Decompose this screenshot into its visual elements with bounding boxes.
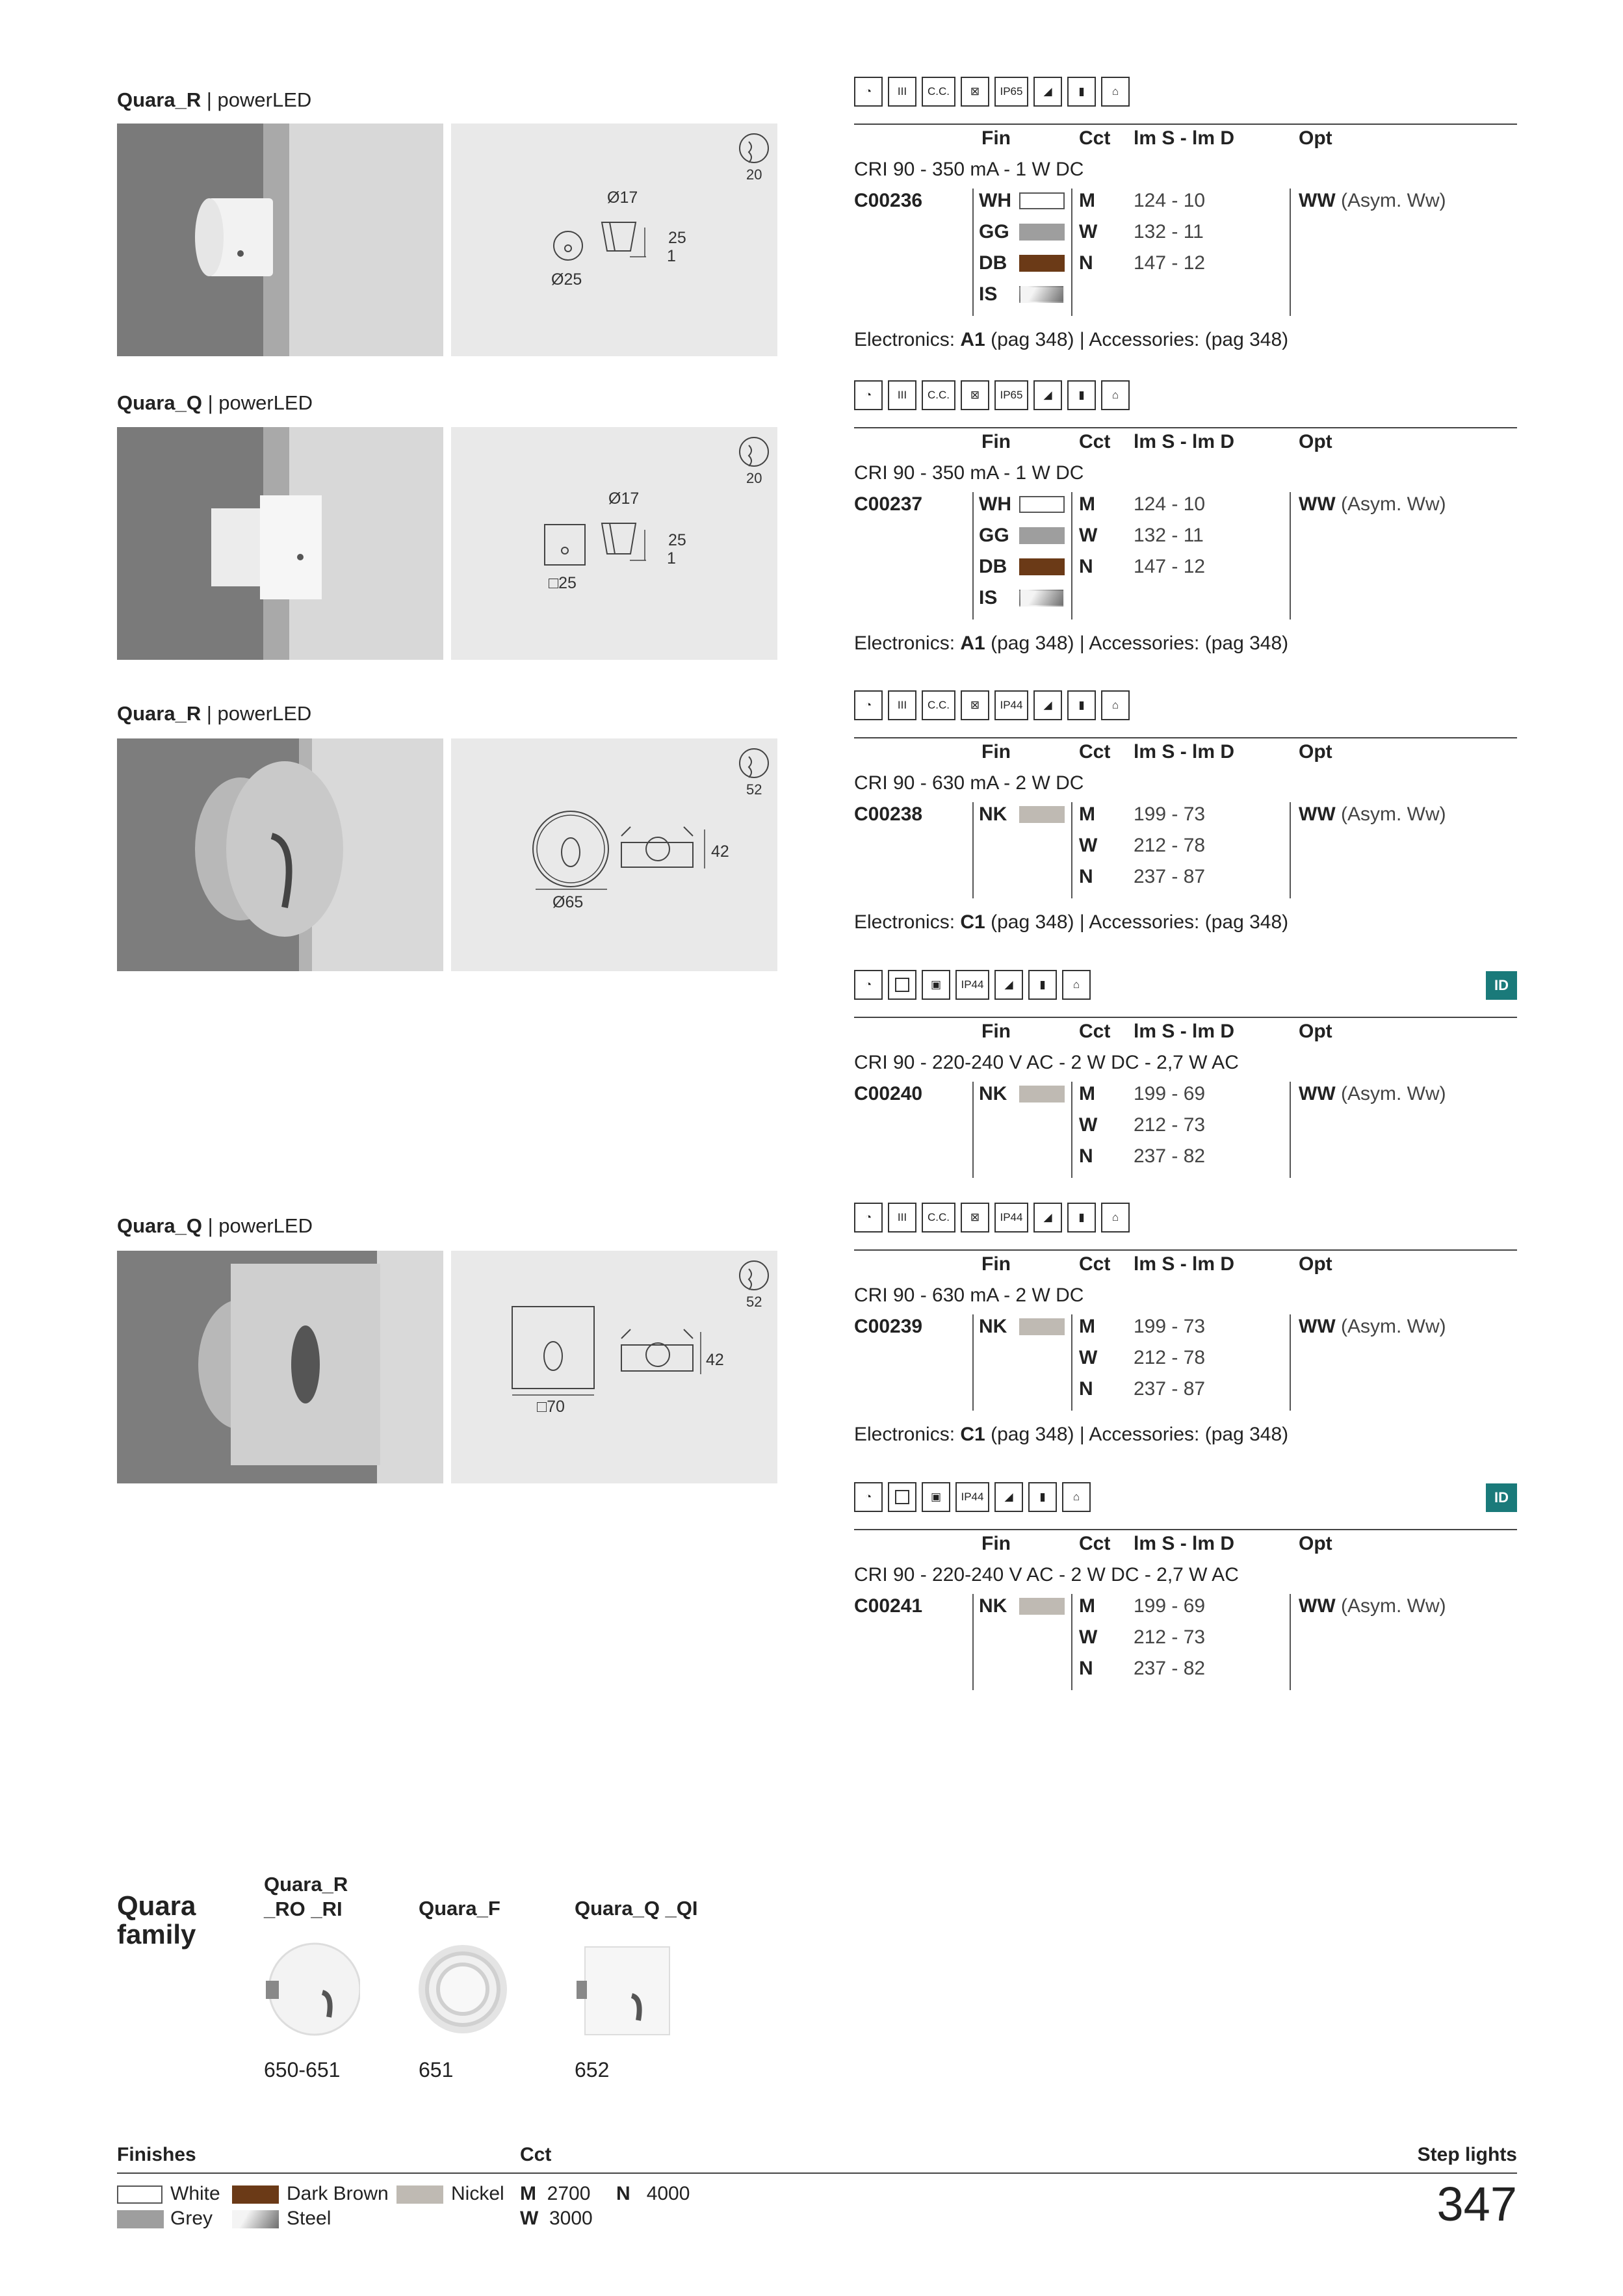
col-header-opt: Opt	[1299, 741, 1332, 763]
recessed-icon: ◔	[854, 1482, 883, 1512]
col-header-fin: Fin	[981, 127, 1011, 149]
swatch-white	[117, 2185, 162, 2204]
col-divider	[1290, 1594, 1291, 1690]
spec-icon-row	[854, 77, 1130, 108]
cct-entry: W 3000	[520, 2208, 593, 2229]
finish-swatch	[1019, 590, 1065, 607]
table-rule	[854, 1017, 1517, 1018]
swatch-dark-brown	[232, 2185, 279, 2204]
col-header-cct: Cct	[1079, 1253, 1111, 1275]
optic-option: WW (Asym. Ww)	[1299, 1316, 1446, 1337]
lumen-value: 212 - 73	[1134, 1114, 1206, 1136]
class-iii-icon: III	[888, 1203, 916, 1233]
family-thumbnail	[417, 1940, 515, 2038]
constant-current-icon: C.C.	[922, 1203, 955, 1233]
no-insulation-icon: ⊠	[961, 690, 989, 720]
technical-drawing	[451, 738, 777, 971]
col-divider	[1290, 189, 1291, 316]
spec-icon-row	[854, 970, 1091, 1001]
electronics-note[interactable]: Electronics: C1 (pag 348) | Accessories: (pag 348)	[854, 911, 1289, 933]
col-divider	[972, 1594, 974, 1690]
indoor-icon: ⌂	[1101, 77, 1130, 107]
cct-code: W	[1079, 1626, 1098, 1648]
col-divider	[1071, 1314, 1072, 1411]
lumen-value: 147 - 12	[1134, 556, 1206, 577]
cct-code: N	[1079, 1378, 1093, 1400]
no-insulation-icon: ⊠	[961, 1203, 989, 1233]
beam-angle-label: 52	[746, 781, 762, 798]
table-rule	[854, 1249, 1517, 1251]
col-divider	[972, 492, 974, 620]
finish-swatch	[1019, 496, 1065, 513]
finish-label: Dark Brown	[287, 2183, 389, 2204]
col-header-opt: Opt	[1299, 1253, 1332, 1275]
product-photo	[117, 124, 443, 356]
electrical-spec: CRI 90 - 630 mA - 2 W DC	[854, 772, 1084, 794]
lumen-value: 199 - 69	[1134, 1595, 1206, 1617]
product-title: Quara_Q | powerLED	[117, 391, 313, 414]
family-page-ref[interactable]: 650-651	[264, 2058, 341, 2081]
lumen-value: 212 - 73	[1134, 1626, 1206, 1648]
swatch-steel	[232, 2210, 279, 2228]
col-header-opt: Opt	[1299, 127, 1332, 149]
cct-code: W	[1079, 525, 1098, 546]
dim-label: Ø17	[607, 189, 638, 207]
cct-entry: N 4000	[616, 2183, 690, 2204]
mounting-height-icon: ◢	[994, 970, 1023, 1000]
col-header-fin: Fin	[981, 741, 1011, 763]
dim-label: 42	[711, 842, 729, 861]
class-iii-icon: III	[888, 77, 916, 107]
col-header-lm: lm S - lm D	[1134, 741, 1235, 763]
beam-angle-label: 52	[746, 1294, 762, 1310]
table-rule	[854, 737, 1517, 738]
col-header-lm: lm S - lm D	[1134, 1533, 1235, 1554]
spec-icon-row	[854, 380, 1130, 411]
col-header-cct: Cct	[1079, 127, 1111, 149]
lumen-value: 237 - 87	[1134, 1378, 1206, 1400]
cct-entry: M 2700	[520, 2183, 591, 2204]
lumen-value: 237 - 82	[1134, 1658, 1206, 1679]
col-divider	[972, 189, 974, 316]
product-code[interactable]: C00239	[854, 1316, 923, 1337]
col-header-cct: Cct	[1079, 431, 1111, 452]
col-divider	[1290, 1082, 1291, 1178]
beam-angle-label: 20	[746, 470, 762, 486]
indoor-icon: ⌂	[1062, 1482, 1091, 1512]
finish-code: GG	[979, 525, 1009, 546]
mounting-height-icon: ◢	[994, 1482, 1023, 1512]
swatch-nickel	[396, 2185, 443, 2204]
beam-angle-label: 20	[746, 166, 762, 183]
cct-code: N	[1079, 556, 1093, 577]
ip-rating-icon: IP44	[994, 1203, 1028, 1233]
wall-mount-icon: ▮	[1028, 970, 1057, 1000]
dim-label: 25	[668, 531, 686, 549]
cct-code: W	[1079, 1347, 1098, 1368]
mounting-height-icon: ◢	[1033, 380, 1062, 410]
col-header-cct: Cct	[1079, 1021, 1111, 1042]
finish-swatch	[1019, 527, 1065, 544]
indoor-icon: ⌂	[1101, 380, 1130, 410]
recessed-icon: ◔	[854, 77, 883, 107]
ip-rating-icon: IP44	[955, 1482, 989, 1512]
finish-swatch	[1019, 806, 1065, 823]
col-divider	[1290, 492, 1291, 620]
col-divider	[1071, 189, 1072, 316]
cct-code: M	[1079, 803, 1095, 825]
table-rule	[854, 427, 1517, 428]
cct-label: Cct	[520, 2144, 552, 2165]
col-header-fin: Fin	[981, 1533, 1011, 1554]
dim-label: Ø25	[551, 270, 582, 289]
finish-swatch	[1019, 255, 1065, 272]
lumen-value: 237 - 87	[1134, 866, 1206, 887]
optic-option: WW (Asym. Ww)	[1299, 803, 1446, 825]
col-header-cct: Cct	[1079, 1533, 1111, 1554]
wall-mount-icon: ▮	[1067, 1203, 1096, 1233]
lumen-value: 132 - 11	[1134, 525, 1204, 546]
col-header-lm: lm S - lm D	[1134, 127, 1235, 149]
lumen-value: 237 - 82	[1134, 1145, 1206, 1167]
col-divider	[1071, 802, 1072, 898]
cct-code: W	[1079, 835, 1098, 856]
product-code[interactable]: C00241	[854, 1595, 923, 1617]
lumen-value: 212 - 78	[1134, 835, 1206, 856]
finishes-label: Finishes	[117, 2144, 196, 2165]
dim-label: Ø65	[552, 893, 584, 911]
indoor-icon: ⌂	[1062, 970, 1091, 1000]
finish-code: DB	[979, 252, 1007, 274]
col-header-lm: lm S - lm D	[1134, 1021, 1235, 1042]
wall-mount-icon: ▮	[1067, 380, 1096, 410]
page-number: 347	[1436, 2177, 1517, 2231]
col-divider	[1071, 1082, 1072, 1178]
dim-label: 1	[667, 247, 676, 265]
optic-option: WW (Asym. Ww)	[1299, 1083, 1446, 1104]
mounting-height-icon: ◢	[1033, 1203, 1062, 1233]
col-header-opt: Opt	[1299, 431, 1332, 452]
cct-code: M	[1079, 493, 1095, 515]
family-item-name: Quara_R _RO _RI	[264, 1873, 348, 1920]
product-code[interactable]: C00240	[854, 1083, 923, 1104]
col-divider	[972, 1082, 974, 1178]
dim-label: 25	[668, 229, 686, 247]
product-code[interactable]: C00236	[854, 190, 923, 211]
cct-code: N	[1079, 866, 1093, 887]
technical-drawing	[451, 1251, 777, 1483]
product-code[interactable]: C00237	[854, 493, 923, 515]
optic-option: WW (Asym. Ww)	[1299, 493, 1446, 515]
finish-code: WH	[979, 190, 1011, 211]
constant-current-icon: C.C.	[922, 77, 955, 107]
square-icon	[888, 970, 916, 1000]
col-divider	[1071, 1594, 1072, 1690]
cct-code: M	[1079, 1595, 1095, 1617]
table-rule	[854, 1529, 1517, 1530]
finish-label: Steel	[287, 2208, 331, 2229]
product-photo	[117, 427, 443, 660]
dim-label: Ø17	[608, 489, 640, 508]
cct-code: W	[1079, 221, 1098, 242]
cct-code: M	[1079, 1083, 1095, 1104]
optic-option: WW (Asym. Ww)	[1299, 190, 1446, 211]
finish-code: NK	[979, 803, 1007, 825]
finish-label: White	[170, 2183, 220, 2204]
col-divider	[1290, 1314, 1291, 1411]
technical-drawing	[451, 427, 777, 660]
family-page-ref[interactable]: 652	[575, 2058, 610, 2081]
class-iii-icon: III	[888, 690, 916, 720]
dim-label: 42	[706, 1351, 724, 1369]
id-badge: ID	[1486, 1483, 1517, 1512]
family-thumbnail	[263, 1940, 360, 2038]
col-header-fin: Fin	[981, 1253, 1011, 1275]
indoor-icon: ⌂	[1101, 1203, 1130, 1233]
recessed-icon: ◔	[854, 690, 883, 720]
square-icon	[888, 1482, 916, 1512]
class-iii-icon: III	[888, 380, 916, 410]
no-insulation-icon: ⊠	[961, 77, 989, 107]
constant-current-icon: C.C.	[922, 690, 955, 720]
lumen-value: 212 - 78	[1134, 1347, 1206, 1368]
electronics-note[interactable]: Electronics: C1 (pag 348) | Accessories: (pag 348)	[854, 1424, 1289, 1445]
finish-code: NK	[979, 1316, 1007, 1337]
product-title: Quara_R | powerLED	[117, 702, 312, 725]
product-photo	[117, 1251, 443, 1483]
family-page-ref[interactable]: 651	[419, 2058, 454, 2081]
dim-label: □70	[537, 1398, 565, 1416]
electronics-note[interactable]: Electronics: A1 (pag 348) | Accessories: (pag 348)	[854, 329, 1289, 350]
family-item-name: Quara_Q _QI	[575, 1897, 698, 1920]
finish-label: Grey	[170, 2208, 213, 2229]
family-title: Quara family	[117, 1890, 196, 1950]
wall-mount-icon: ▮	[1028, 1482, 1057, 1512]
spec-icon-row	[854, 690, 1130, 722]
electronics-note[interactable]: Electronics: A1 (pag 348) | Accessories: (pag 348)	[854, 633, 1289, 654]
finish-code: NK	[979, 1083, 1007, 1104]
electrical-spec: CRI 90 - 630 mA - 2 W DC	[854, 1285, 1084, 1306]
constant-current-icon: C.C.	[922, 380, 955, 410]
electrical-spec: CRI 90 - 350 mA - 1 W DC	[854, 462, 1084, 484]
dim-label: 1	[667, 549, 676, 567]
finish-code: NK	[979, 1595, 1007, 1617]
cct-code: N	[1079, 252, 1093, 274]
wall-mount-icon: ▮	[1067, 77, 1096, 107]
col-divider	[972, 802, 974, 898]
finish-swatch	[1019, 1318, 1065, 1335]
col-header-opt: Opt	[1299, 1533, 1332, 1554]
col-header-opt: Opt	[1299, 1021, 1332, 1042]
finish-swatch	[1019, 1086, 1065, 1102]
recessed-icon: ◔	[854, 1203, 883, 1233]
cct-code: N	[1079, 1145, 1093, 1167]
indoor-icon: ⌂	[1101, 690, 1130, 720]
product-code[interactable]: C00238	[854, 803, 923, 825]
product-title: Quara_R | powerLED	[117, 88, 312, 111]
mounting-height-icon: ◢	[1033, 690, 1062, 720]
finish-swatch	[1019, 558, 1065, 575]
col-divider	[1290, 802, 1291, 898]
recessed-icon: ◔	[854, 970, 883, 1000]
col-header-lm: lm S - lm D	[1134, 1253, 1235, 1275]
col-header-fin: Fin	[981, 1021, 1011, 1042]
spec-icon-row	[854, 1482, 1091, 1513]
finish-code: GG	[979, 221, 1009, 242]
family-thumbnail	[573, 1940, 671, 2038]
col-divider	[1071, 492, 1072, 620]
recessed-icon: ◔	[854, 380, 883, 410]
col-header-fin: Fin	[981, 431, 1011, 452]
finish-code: IS	[979, 283, 998, 305]
ip-rating-icon: IP65	[994, 77, 1028, 107]
mounting-height-icon: ◢	[1033, 77, 1062, 107]
lumen-value: 199 - 69	[1134, 1083, 1206, 1104]
product-title: Quara_Q | powerLED	[117, 1214, 313, 1237]
no-insulation-icon: ⊠	[961, 380, 989, 410]
electrical-spec: CRI 90 - 220-240 V AC - 2 W DC - 2,7 W AC	[854, 1052, 1239, 1073]
ip-rating-icon: IP44	[994, 690, 1028, 720]
finish-swatch	[1019, 224, 1065, 241]
lumen-value: 147 - 12	[1134, 252, 1206, 274]
lumen-value: 124 - 10	[1134, 493, 1206, 515]
electrical-spec: CRI 90 - 350 mA - 1 W DC	[854, 159, 1084, 180]
technical-drawing	[451, 124, 777, 356]
finish-code: WH	[979, 493, 1011, 515]
finish-label: Nickel	[451, 2183, 504, 2204]
cct-code: M	[1079, 190, 1095, 211]
cct-code: M	[1079, 1316, 1095, 1337]
section-name: Step lights	[1417, 2144, 1517, 2165]
finish-swatch	[1019, 1598, 1065, 1615]
cct-code: N	[1079, 1658, 1093, 1679]
lumen-value: 132 - 11	[1134, 221, 1204, 242]
optic-option: WW (Asym. Ww)	[1299, 1595, 1446, 1617]
spec-icon-row	[854, 1203, 1130, 1234]
finish-code: IS	[979, 587, 998, 608]
finish-swatch	[1019, 286, 1065, 303]
col-header-cct: Cct	[1079, 741, 1111, 763]
lumen-value: 199 - 73	[1134, 803, 1206, 825]
cct-code: W	[1079, 1114, 1098, 1136]
family-item-name: Quara_F	[419, 1897, 500, 1920]
footer-rule	[117, 2172, 1517, 2174]
col-divider	[972, 1314, 974, 1411]
product-photo	[117, 738, 443, 971]
lumen-value: 124 - 10	[1134, 190, 1206, 211]
dim-label: □25	[549, 574, 577, 592]
id-badge: ID	[1486, 971, 1517, 1000]
lumen-value: 199 - 73	[1134, 1316, 1206, 1337]
col-header-lm: lm S - lm D	[1134, 431, 1235, 452]
electrical-spec: CRI 90 - 220-240 V AC - 2 W DC - 2,7 W AC	[854, 1564, 1239, 1585]
swatch-grey	[117, 2210, 164, 2228]
ip-rating-icon: IP44	[955, 970, 989, 1000]
driver-icon: ▣	[922, 1482, 950, 1512]
wall-mount-icon: ▮	[1067, 690, 1096, 720]
driver-icon: ▣	[922, 970, 950, 1000]
finish-swatch	[1019, 192, 1065, 209]
finish-code: DB	[979, 556, 1007, 577]
table-rule	[854, 124, 1517, 125]
ip-rating-icon: IP65	[994, 380, 1028, 410]
